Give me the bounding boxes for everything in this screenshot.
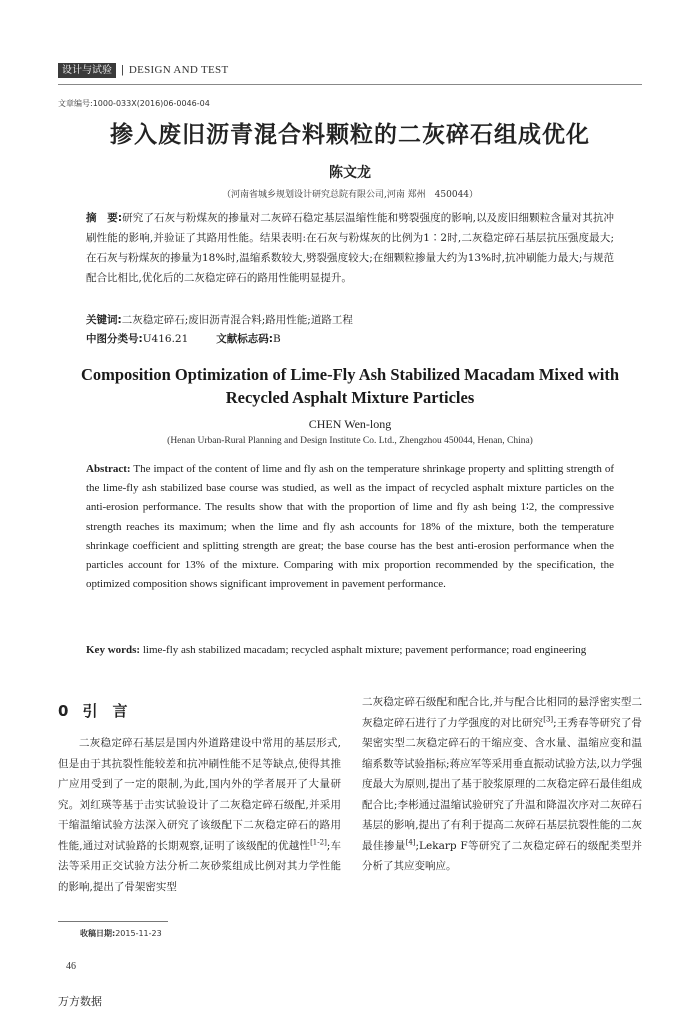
body-column-left	[58, 733, 341, 897]
received-date-value: 2015-11-23	[115, 929, 162, 938]
en-abstract-label: Abstract:	[86, 463, 131, 475]
clc-value: U416.21	[142, 333, 189, 345]
en-abstract	[86, 460, 614, 594]
en-keywords-text: lime-fly ash stabilized macadam; recycled asphalt mixture; pavement performance; road engineering	[142, 644, 587, 656]
section-number: 0	[58, 702, 69, 720]
footnote-divider	[58, 921, 168, 922]
article-number: 文章编号:1000-033X(2016)06-0046-04	[58, 99, 210, 108]
cn-affiliation: （河南省城乡规划设计研究总院有限公司,河南 郑州 450044）	[221, 190, 479, 200]
body-right-text-1: 二灰稳定碎石级配和配合比,并与配合比相同的悬浮密实型二灰稳定碎石进行了力学强度的对比研究	[362, 696, 642, 729]
cn-abstract-label: 摘 要:	[86, 212, 123, 224]
en-affiliation: (Henan Urban-Rural Planning and Design Institute Co. Ltd., Zhengzhou 450044, Henan, China)	[167, 436, 533, 446]
en-keywords-label: Key words:	[86, 644, 141, 656]
en-abstract-text: The impact of the content of lime and fly ash on the temperature shrinkage property and splitting strength of the lime-fly ash stabilized base course was studied, as well as the impact of recycled asphalt mixture particles on the anti-erosion performance. The results show that with the proportion of lime and fly ash being 1∶2, the compressive strength reaches its maximum; when the lime and fly ash accounts for 18% of the mixture, both the temperature shrinkage coefficient and splitting strength are great; the base course has the best anti-erosion performance when the particles account for 13% of the mixture. Comparing with mix proportion recommended by the specification, the optimized composition shows significant improvement in pavement performance.	[86, 463, 614, 591]
header-separator: |	[121, 64, 124, 76]
cn-classification	[86, 329, 614, 349]
clc-label: 中图分类号:	[86, 333, 143, 345]
body-left-text-1: 二灰稳定碎石基层是国内外道路建设中常用的基层形式,但是由于其抗裂性能较差和抗冲刷性能不足等缺点,使得其推广应用受到了一定的限制,为此,国内外的学者展开了大量研究。刘红瑛等基于击实试验设计了二灰稳定碎石级配,并采用干缩温缩试验方法深入研究了该级配下二灰稳定碎石的路用性能,通过对试验路的长期观察,证明了该级配的优越性	[58, 737, 341, 852]
cn-author: 陈文龙	[329, 165, 371, 181]
cn-abstract-text: 研究了石灰与粉煤灰的掺量对二灰碎石稳定基层温缩性能和劈裂强度的影响,以及废旧细颗粒含量对其抗冲刷性能的影响,并验证了其路用性能。结果表明:在石灰与粉煤灰的比例为1∶2时,二灰稳定碎石基层抗压强度最大;在石灰与粉煤灰的掺量为18%时,温缩系数较大,劈裂强度较大;在细颗粒掺量大约为13%时,抗冲刷能力最大;与规范配合比相比,优化后的二灰稳定碎石的路用性能明显提升。	[86, 212, 614, 284]
header-divider	[58, 84, 642, 85]
cn-keywords	[86, 310, 614, 330]
page-number: 46	[66, 961, 76, 972]
doc-code-label: 文献标志码:	[216, 333, 273, 345]
cn-title: 掺入废旧沥青混合料颗粒的二灰碎石组成优化	[110, 122, 590, 148]
column-tag: 设计与试验	[58, 63, 116, 78]
en-title: Composition Optimization of Lime-Fly Ash Stabilized Macadam Mixed with Recycled Asphalt Mixture Particles	[80, 365, 620, 407]
section-heading	[58, 700, 127, 721]
en-author: CHEN Wen-long	[308, 417, 392, 431]
body-right-text-2: ;王秀春等研究了骨架密实型二灰稳定碎石的干缩应变、含水量、温缩应变和温缩系数等试验指标;蒋应军等采用垂直振动试验方法,以力学强度最大为原则,提出了基于胶浆原理的二灰稳定碎石最佳组成配合比;李彬通过温缩试验研究了升温和降温次序对二灰碎石基层的影响,提出了有利于提高二灰碎石基层抗裂性能的二灰最佳掺量	[362, 716, 642, 852]
received-date	[80, 928, 162, 939]
body-right-text-3: ;Lekarp F等研究了二灰稳定碎石的级配类型并分析了其应变响应。	[362, 839, 642, 872]
cn-keywords-text: 二灰稳定碎石;废旧沥青混合料;路用性能;道路工程	[121, 314, 353, 326]
database-watermark: 万方数据	[58, 995, 102, 1008]
section-title: 引 言	[82, 702, 128, 720]
journal-header	[58, 62, 229, 78]
cn-abstract	[86, 208, 614, 288]
column-name: DESIGN AND TEST	[128, 64, 229, 76]
citation: [3]	[543, 715, 554, 723]
en-keywords	[86, 641, 614, 660]
cn-keywords-label: 关键词:	[86, 314, 122, 326]
citation: [1-2]	[310, 838, 327, 846]
body-left-text-2: ;车法等采用正交试验方法分析二灰砂浆组成比例对其力学性能的影响,提出了骨架密实型	[58, 839, 341, 893]
body-column-right	[362, 692, 642, 877]
doc-code-value: B	[273, 333, 281, 345]
citation: [4]	[405, 838, 416, 846]
received-date-label: 收稿日期:	[80, 929, 116, 938]
